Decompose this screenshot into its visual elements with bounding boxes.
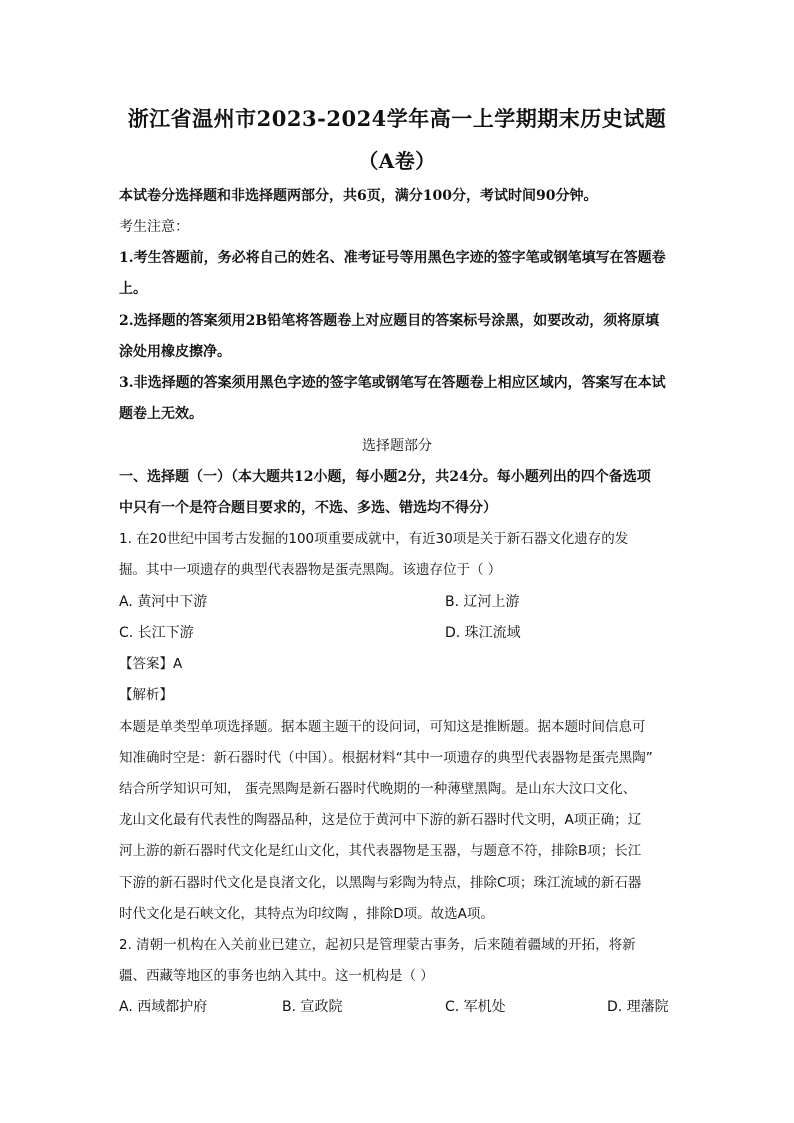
question-1-line-1: 1. 在20世纪中国考古发掘的100项重要成就中，有近30项是关于新石器文化遗存的发 — [119, 531, 629, 547]
question-1-option-c: C. 长江下游 — [119, 625, 194, 641]
analysis-line: 本题是单类型单项选择题。据本题主题干的设问词，可知这是推断题。据本题时间信息可 — [119, 719, 646, 735]
exam-intro: 本试卷分选择题和非选择题两部分，共6页，满分100分，考试时间90分钟。 — [119, 188, 598, 204]
question-1-option-b: B. 辽河上游 — [445, 594, 520, 610]
analysis-line: 河上游的新石器时代文化是红山文化，其代表器物是玉器，与题意不符，排除B项；长江 — [119, 843, 642, 859]
question-2-line-1: 2. 清朝一机构在入关前业已建立，起初只是管理蒙古事务，后来随着疆域的开拓，将新 — [119, 937, 636, 953]
part1-heading-line-1: 一、选择题（一）（本大题共12小题，每小题2分，共24分。每小题列出的四个备选项 — [119, 469, 651, 485]
notice-item-2-line-1: 2.选择题的答案须用2B铅笔将答题卷上对应题目的答案标号涂黑，如要改动，须将原填 — [119, 313, 660, 329]
section-title: 选择题部分 — [362, 438, 432, 454]
notice-item-3-line-1: 3.非选择题的答案须用黑色字迹的签字笔或钢笔写在答题卷上相应区域内，答案写在本试 — [119, 375, 666, 391]
question-1-option-a: A. 黄河中下游 — [119, 594, 208, 610]
analysis-line: 龙山文化最有代表性的陶器品种，这是位于黄河中下游的新石器时代文明，A项正确；辽 — [119, 812, 642, 828]
analysis-line: 结合所学知识可知， 蛋壳黑陶是新石器时代晚期的一种薄壁黑陶。是山东大汶口文化、 — [119, 781, 637, 797]
part1-heading-line-2: 中只有一个是符合题目要求的，不选、多选、错选均不得分） — [119, 500, 497, 516]
document-subtitle: （A卷） — [358, 149, 436, 173]
analysis-line: 时代文化是石峡文化，其特点为印纹陶 ，排除D项。故选A项。 — [119, 906, 494, 922]
notice-item-1-line-2: 上。 — [119, 281, 147, 297]
question-2-option-a: A. 西域都护府 — [119, 999, 208, 1015]
question-1-option-d: D. 珠江流域 — [445, 625, 521, 641]
question-1-line-2: 掘。其中一项遗存的典型代表器物是蛋壳黑陶。该遗存位于（ ） — [119, 562, 502, 578]
question-2-option-d: D. 理藩院 — [607, 999, 669, 1015]
notice-item-2-line-2: 涂处用橡皮擦净。 — [119, 344, 231, 360]
notice-item-1-line-1: 1.考生答题前，务必将自己的姓名、准考证号等用黑色字迹的签字笔或钢笔填写在答题卷 — [119, 250, 666, 266]
question-2-option-c: C. 军机处 — [445, 999, 506, 1015]
question-2-line-2: 疆、西藏等地区的事务也纳入其中。这一机构是（ ） — [119, 968, 434, 984]
notice-item-3-line-2: 题卷上无效。 — [119, 406, 203, 422]
question-1-answer: 【答案】A — [119, 656, 183, 672]
notice-heading: 考生注意： — [119, 219, 189, 235]
analysis-line: 知准确时空是：新石器时代（中国）。根据材料“其中一项遗存的典型代表器物是蛋壳黑陶” — [119, 750, 653, 766]
document-title: 浙江省温州市2023-2024学年高一上学期期末历史试题 — [127, 106, 667, 131]
analysis-line: 下游的新石器时代文化是良渚文化，以黑陶与彩陶为特点，排除C项；珠江流域的新石器 — [119, 875, 642, 891]
question-1-analysis-label: 【解析】 — [119, 687, 173, 703]
question-2-option-b: B. 宣政院 — [282, 999, 343, 1015]
